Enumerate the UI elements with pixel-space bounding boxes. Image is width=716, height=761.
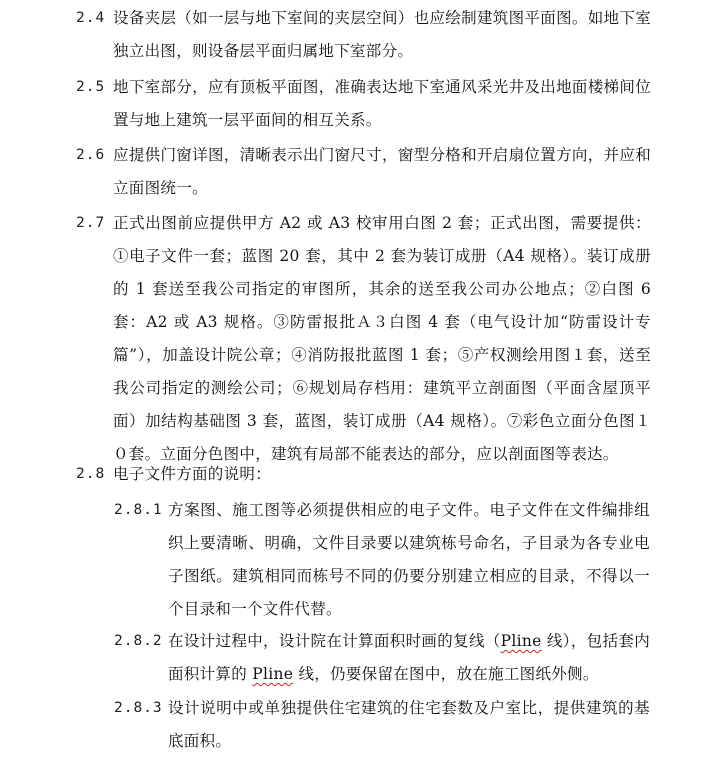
section-number: 2.6 (76, 147, 106, 163)
section-number: 2.7 (76, 215, 106, 231)
text-part: 在设计过程中，设计院在计算面积时画的复线（ (168, 632, 501, 650)
subsection-text: 方案图、施工图等必须提供相应的电子文件。电子文件在文件编排组织上要清晰、明确，文件目录要以建筑栋号命名，子目录为各专业电子图纸。建筑相同而栋号不同的仍要分别建立相应的目录，不得以一个目录和一个文件代替。 (168, 501, 650, 618)
spellcheck-word: Pline (500, 632, 542, 650)
subsection-number: 2.8.1 (114, 502, 163, 518)
section-text: 电子文件方面的说明： (113, 465, 272, 483)
section-number: 2.5 (76, 79, 106, 95)
section-text: 应提供门窗详图，清晰表示出门窗尺寸，窗型分格和开启扇位置方向，并应和立面图统一。 (113, 146, 651, 197)
section-text: 设备夹层（如一层与地下室间的夹层空间）也应绘制建筑图平面图。如地下室独立出图，则设备层平面归属地下室部分。 (113, 9, 651, 60)
subsection-text (168, 625, 650, 691)
subsection-text: 设计说明中或单独提供住宅建筑的住宅套数及户室比，提供建筑的基底面积。 (168, 699, 650, 750)
spellcheck-word: Pline (252, 665, 294, 683)
section-text: 地下室部分，应有顶板平面图，准确表达地下室通风采光井及出地面楼梯间位置与地上建筑一层平面间的相互关系。 (113, 78, 651, 129)
text-part: 线），包括套内面积计算的 (168, 632, 650, 683)
text-part: 线，仍要保留在图中，放在施工图纸外侧。 (293, 665, 599, 683)
subsection-number: 2.8.2 (114, 633, 163, 649)
section-text: 正式出图前应提供甲方 A2 或 A3 校审用白图 2 套；正式出图，需要提供：①电子文件一套；蓝图 20 套，其中 2 套为装订成册（A4 规格）。装订成册的 1 套送至我公司指定的审图所，其余的送至我公司办公地点；②白图 6 套：A2 或 A3 规格。③防雷报批Ａ３白图 4 套（电气设计加“防雷设计专篇”），加盖设计院公章；④消防报批蓝图 1 套；⑤产权测绘用图１套，送至我公司指定的测绘公司；⑥规划局存档用：建筑平立剖面图（平面含屋顶平面）加结构基础图 3 套，蓝图，装订成册（A4 规格）。⑦彩色立面分色图１０套。立面分色图中，建筑有局部不能表达的部分，应以剖面图等表达。 (113, 214, 651, 463)
section-number: 2.8 (76, 466, 106, 482)
subsection-number: 2.8.3 (114, 700, 163, 716)
section-number: 2.4 (76, 10, 106, 26)
